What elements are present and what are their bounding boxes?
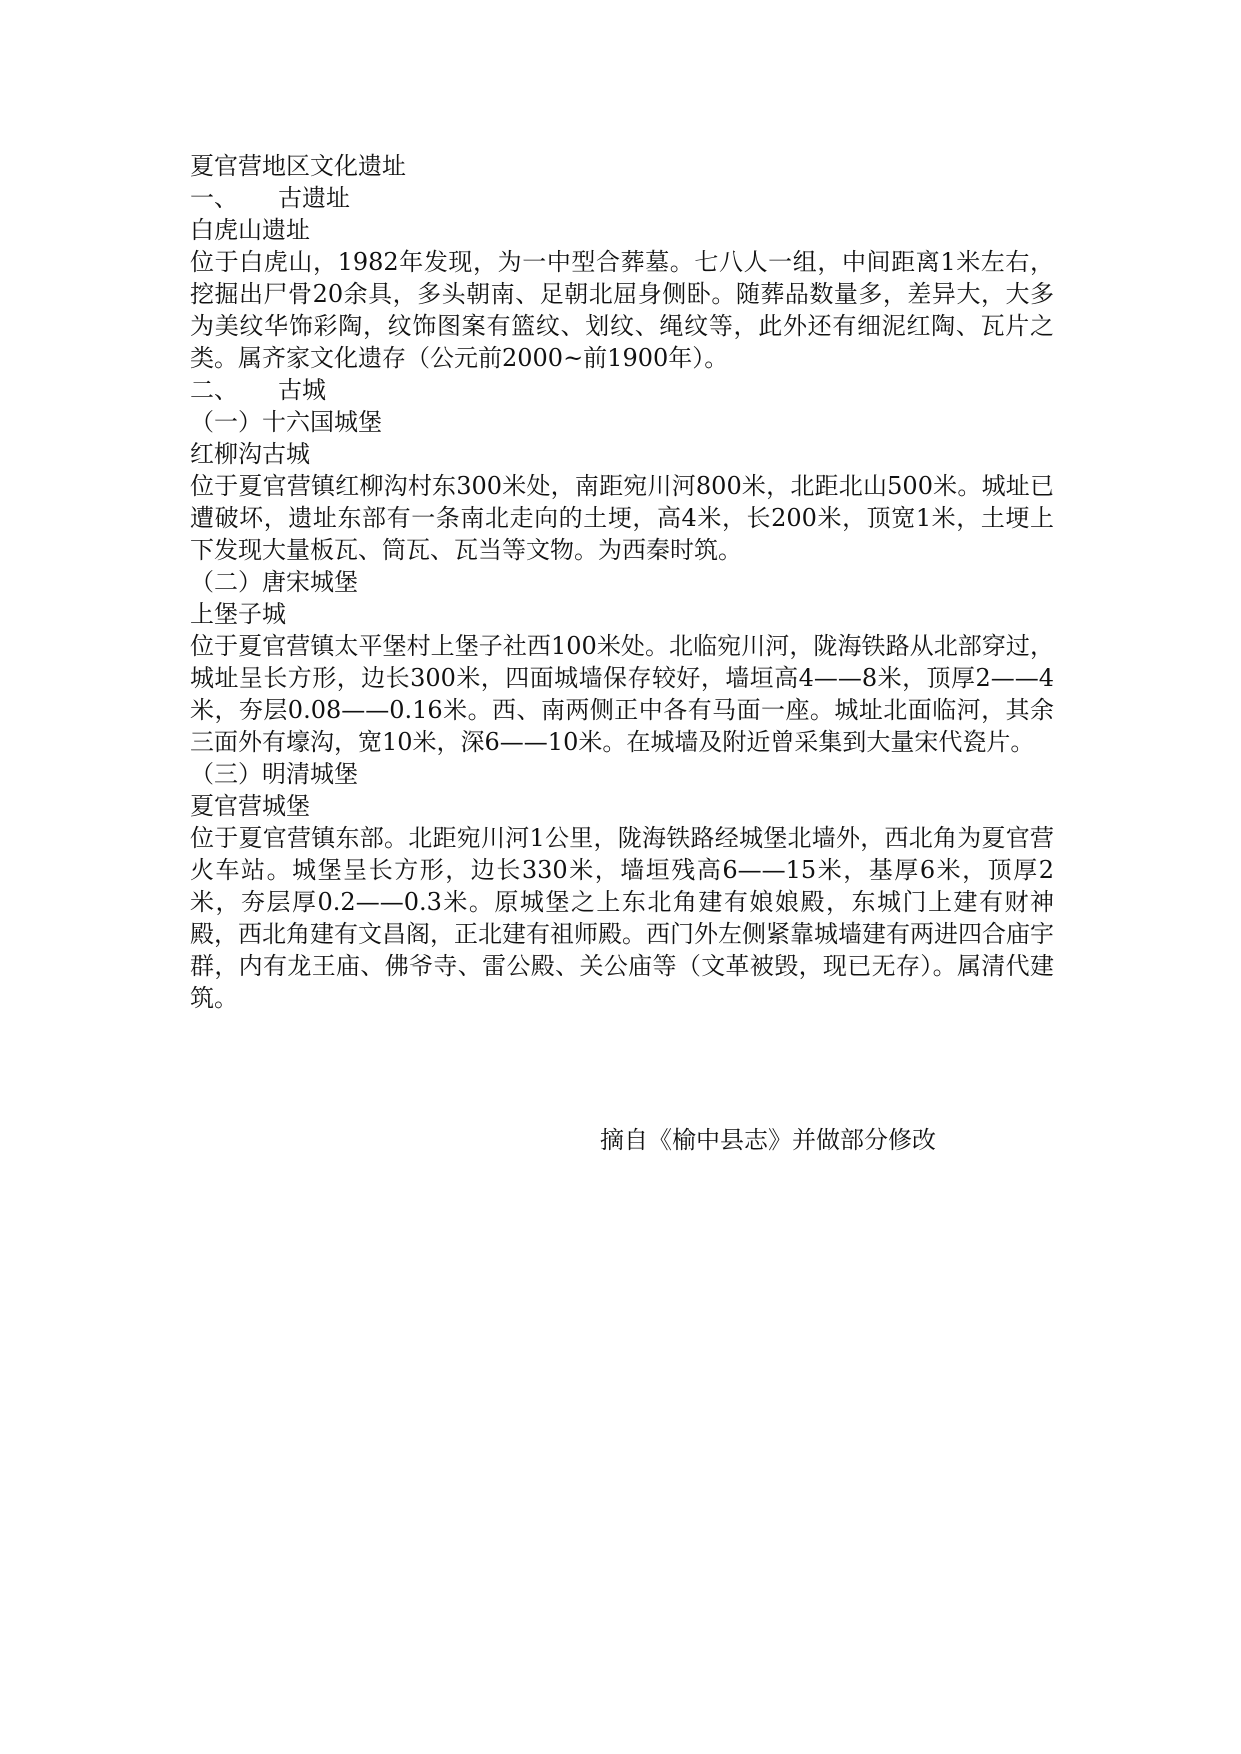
site-description: 位于白虎山，1982年发现，为一中型合葬墓。七八人一组，中间距离1米左右，挖掘出尸骨20余具，多头朝南、足朝北屈身侧卧。随葬品数量多，差异大，大多为美纹华饰彩陶，纹饰图案有篮纹、划纹、绳纹等，此外还有细泥红陶、瓦片之类。属齐家文化遗存（公元前2000~前1900年）。 [190,248,1054,372]
section-heading [190,374,1054,406]
section-number: 二、 [190,376,238,404]
section-title: 古遗址 [278,184,350,212]
site-description: 位于夏官营镇红柳沟村东300米处，南距宛川河800米，北距北山500米。城址已遭破坏，遗址东部有一条南北走向的土埂，高4米，长200米，顶宽1米，土埂上下发现大量板瓦、筒瓦、瓦当等文物。为西秦时筑。 [190,472,1054,564]
source-citation: 摘自《榆中县志》并做部分修改 [600,1126,936,1154]
subsection-heading: （三）明清城堡 [190,760,358,788]
site-name: 上堡子城 [190,600,286,628]
site-name: 红柳沟古城 [190,440,310,468]
subsection-heading: （二）唐宋城堡 [190,568,358,596]
site-name: 夏官营城堡 [190,792,310,820]
subsection-heading: （一）十六国城堡 [190,408,382,436]
section-heading [190,182,1054,214]
site-description: 位于夏官营镇太平堡村上堡子社西100米处。北临宛川河，陇海铁路从北部穿过，城址呈长方形，边长300米，四面城墙保存较好，墙垣高4——8米，顶厚2——4米，夯层0.08——0.16米。西、南两侧正中各有马面一座。城址北面临河，其余三面外有壕沟，宽10米，深6——10米。在城墙及附近曾采集到大量宋代瓷片。 [190,632,1054,756]
document-title: 夏官营地区文化遗址 [190,152,406,180]
document-body [190,150,1054,1014]
section-number: 一、 [190,184,238,212]
site-description: 位于夏官营镇东部。北距宛川河1公里，陇海铁路经城堡北墙外，西北角为夏官营火车站。城堡呈长方形，边长330米，墙垣残高6——15米，基厚6米，顶厚2米，夯层厚0.2——0.3米。原城堡之上东北角建有娘娘殿，东城门上建有财神殿，西北角建有文昌阁，正北建有祖师殿。西门外左侧紧靠城墙建有两进四合庙宇群，内有龙王庙、佛爷寺、雷公殿、关公庙等（文革被毁，现已无存）。属清代建筑。 [190,824,1054,1012]
section-title: 古城 [278,376,326,404]
site-name: 白虎山遗址 [190,216,310,244]
